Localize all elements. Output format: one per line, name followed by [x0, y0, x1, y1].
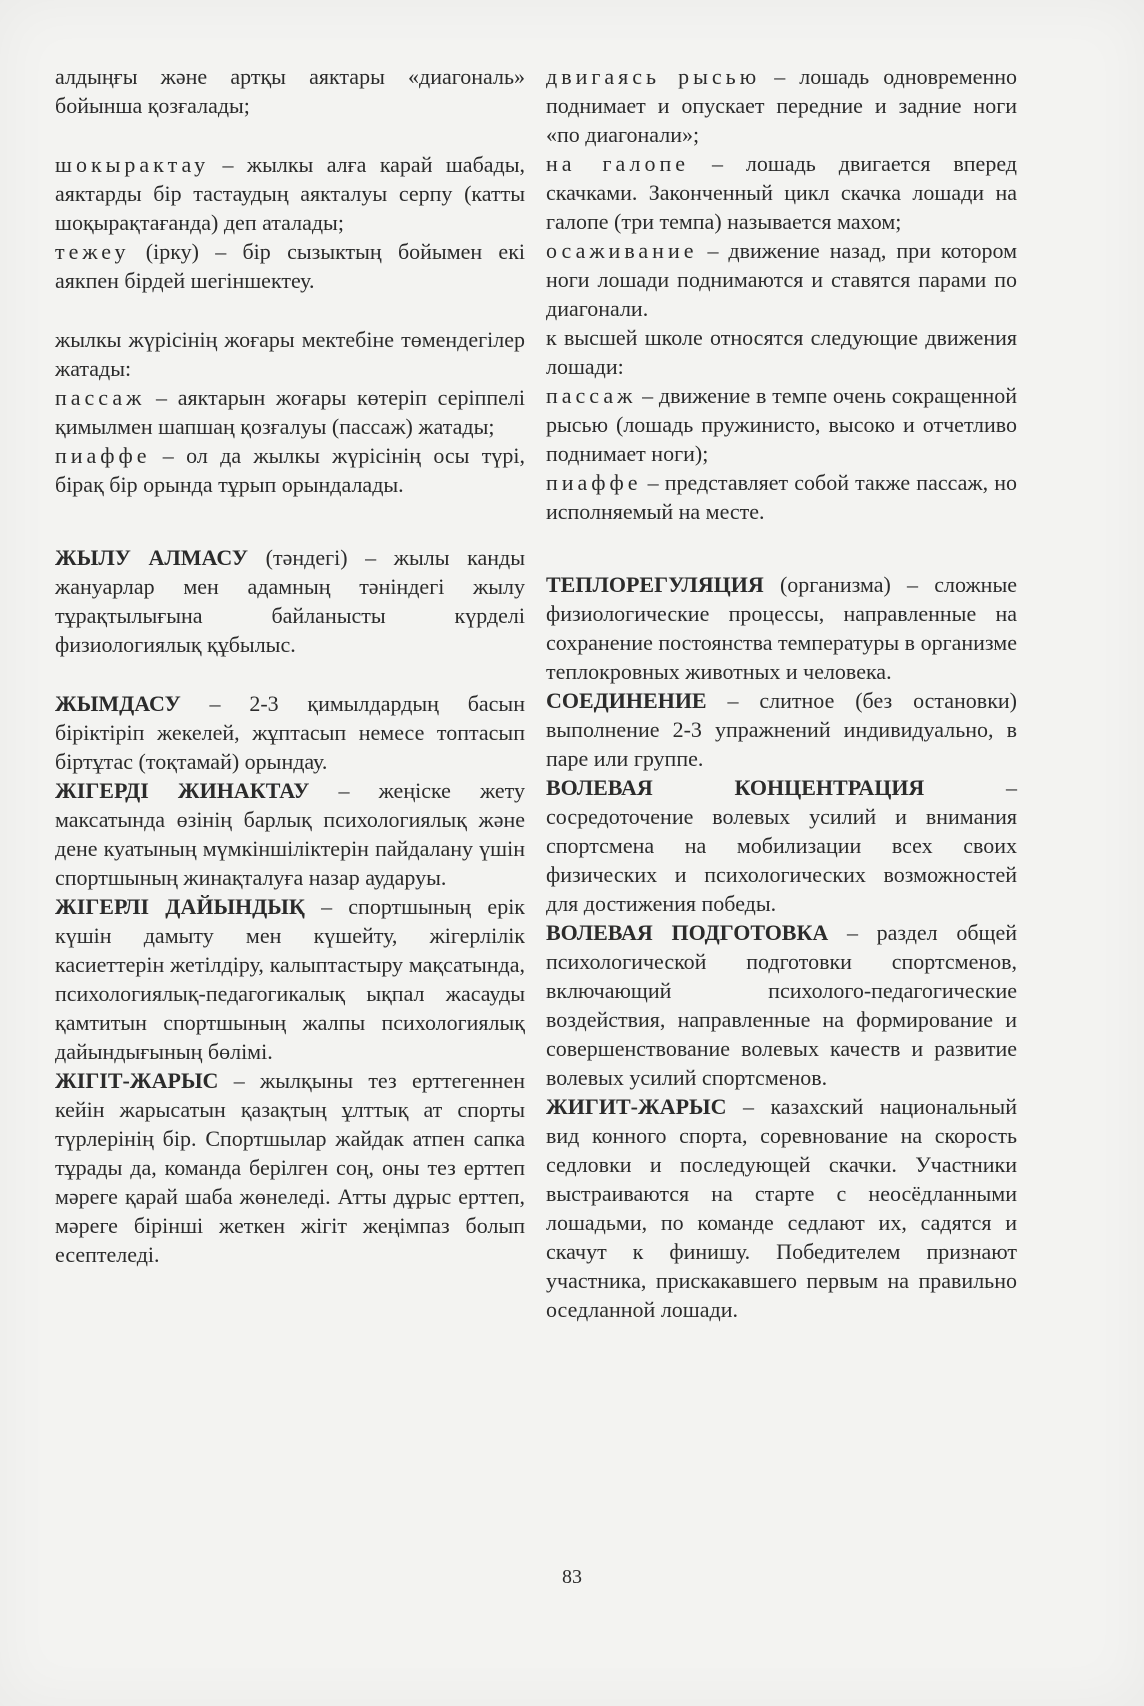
definition-gallop: – лошадь двигается вперед скачками. Законченный цикл скачка лошади на галопе (три темпа) называется махом; — [546, 151, 1017, 234]
definition-zhigit-zharys-ru: – казахский национальный вид конного спорта, соревнование на скорость седловки и последующей скачки. Участники выстраиваются на старте с неосёдланными лошадьми, по команде седлают их, садятся и скачут к финишу. Победителем признают участника, прискакавшего первым на правильно оседланной лошади. — [546, 1094, 1017, 1322]
entry-piaffe — [55, 441, 525, 499]
term-will-training-ru: ВОЛЕВАЯ ПОДГОТОВКА — [546, 920, 829, 945]
entry-heat-exchange — [55, 543, 525, 659]
page-number: 83 — [562, 1566, 582, 1588]
definition-passage-ru: – движение в темпе очень сокращенной рысью (лошадь пружинисто, высоко и отчетливо поднимает ноги); — [546, 383, 1017, 466]
entry-rein-back — [55, 237, 525, 295]
entry-will-concentration-ru — [546, 773, 1017, 918]
definition-piaffe: – ол да жылкы жүрісінің осы түрі, бірақ бір орында тұрып орындалады. — [55, 443, 525, 497]
entry-passage-ru — [546, 381, 1017, 468]
term-will-concentration: ЖІГЕРДІ ЖИНАКТАУ — [55, 778, 310, 803]
entry-piaffe-ru — [546, 468, 1017, 526]
entry-gait-continuation: алдыңғы және артқы аяктары «диагональ» бойынша қозғалады; — [55, 64, 525, 118]
term-zhigit-zharys-ru: ЖИГИТ-ЖАРЫС — [546, 1094, 727, 1119]
term-combination: ЖЫМДАСУ — [55, 691, 181, 716]
entry-zhigit-zharys — [55, 1066, 525, 1269]
term-rein-back: тежеу — [55, 239, 130, 264]
entry-will-training — [55, 892, 525, 1066]
definition-rein-back: (ірку) – бір сызыктың бойымен екі аякпен бірдей шегіншектеу. — [55, 239, 525, 293]
term-gallop: на галопе — [546, 151, 689, 176]
definition-piaffe-ru: – представляет собой также пассаж, но исполняемый на месте. — [546, 470, 1017, 524]
entry-will-concentration — [55, 776, 525, 892]
term-thermoregulation: ТЕПЛОРЕГУЛЯЦИЯ — [546, 572, 764, 597]
entry-combination-ru — [546, 686, 1017, 773]
definition-trot: – лошадь одновременно поднимает и опускает передние и задние ноги «по диагонали»; — [546, 64, 1017, 147]
definition-passage: – аяктарын жоғары көтеріп серіппелі қимылмен шапшаң қозғалуы (пассаж) жатады; — [55, 385, 525, 439]
entry-passage — [55, 383, 525, 441]
entry-high-school-intro: жылкы жүрісінің жоғары мектебіне төмендегілер жатады: — [55, 327, 525, 381]
term-will-concentration-ru: ВОЛЕВАЯ КОНЦЕНТРАЦИЯ — [546, 775, 925, 800]
entry-zhigit-zharys-ru — [546, 1092, 1017, 1324]
definition-will-concentration: – жеңіске жету максатында өзінің барлық психологиялық және дене куатының мүмкіншіліктерін пайдалану үшін спортшының жинақталуға назар аударуы. — [55, 778, 525, 890]
entry-canter — [55, 150, 525, 237]
entry-high-school-intro-ru: к высшей школе относятся следующие движения лошади: — [546, 325, 1017, 379]
term-piaffe: пиаффе — [55, 443, 151, 468]
entry-will-training-ru — [546, 918, 1017, 1092]
entry-combination — [55, 689, 525, 776]
term-canter: шокырактау — [55, 152, 210, 177]
entry-trot — [546, 62, 1017, 149]
term-heat-exchange: ЖЫЛУ АЛМАСУ — [55, 545, 249, 570]
term-combination-ru: СОЕДИНЕНИЕ — [546, 688, 707, 713]
definition-rein-back-ru: – движение назад, при котором ноги лошади поднимаются и ставятся парами по диагонали. — [546, 238, 1017, 321]
definition-will-training-ru: – раздел общей психологической подготовки спортсменов, включающий психолого-педагогические воздействия, направленные на формирование и совершенствование волевых качеств и развитие волевых усилий спортсменов. — [546, 920, 1017, 1090]
definition-thermoregulation: (организма) – сложные физиологические процессы, направленные на сохранение постоянства температуры в организме теплокровных животных и человека. — [546, 572, 1017, 684]
term-trot: двигаясь рысью — [546, 64, 761, 89]
entry-thermoregulation — [546, 570, 1017, 686]
term-rein-back-ru: осаживание — [546, 238, 698, 263]
russian-column — [546, 62, 1017, 1324]
definition-combination: – 2-3 қимылдардың басын біріктіріп жекелей, жұптасып немесе топтасып біртұтас (тоқтамай) орындау. — [55, 691, 525, 774]
term-piaffe-ru: пиаффе — [546, 470, 642, 495]
term-zhigit-zharys: ЖІГІТ-ЖАРЫС — [55, 1068, 219, 1093]
definition-heat-exchange: (тәндегі) – жылы канды жануарлар мен адамның тәніндегі жылу тұрақтылығына байланысты күрделі физиологиялық құбылыс. — [55, 545, 525, 657]
kazakh-column — [55, 62, 525, 1269]
term-will-training: ЖІГЕРЛІ ДАЙЫНДЫҚ — [55, 894, 305, 919]
entry-gallop — [546, 149, 1017, 236]
entry-rein-back-ru — [546, 236, 1017, 323]
definition-canter: – жылкы алға карай шабады, аяктарды бір тастаудың аякталуы серпу (катты шоқырақтағанда) деп аталады; — [55, 152, 525, 235]
definition-zhigit-zharys: – жылқыны тез ерттегеннен кейін жарысатын қазақтың ұлттық ат спорты түрлерінің бір. Спортшылар жайдак атпен сапка тұрады да, команда берілген соң, оны тез ерттеп мәреге қарай шаба жөнеледі. Атты дұрыс ерттеп, мәреге бірінші жеткен жігіт жеңімпаз болып есептеледі. — [55, 1068, 525, 1267]
definition-will-concentration-ru: – сосредоточение волевых усилий и внимания спортсмена на мобилизации всех своих физических и психологических возможностей для достижения победы. — [546, 775, 1017, 916]
definition-will-training: – спортшының ерік күшін дамыту мен күшейту, жігерлілік касиеттерін жетілдіру, калыптастыру мақсатында, психологиялық-педагогикалық ықпал жасауды қамтитын спортшының жалпы психологиялық дайындығының бөлімі. — [55, 894, 525, 1064]
definition-combination-ru: – слитное (без остановки) выполнение 2-3 упражнений индивидуально, в паре или группе. — [546, 688, 1017, 771]
term-passage-ru: пассаж — [546, 383, 637, 408]
term-passage: пассаж — [55, 385, 146, 410]
